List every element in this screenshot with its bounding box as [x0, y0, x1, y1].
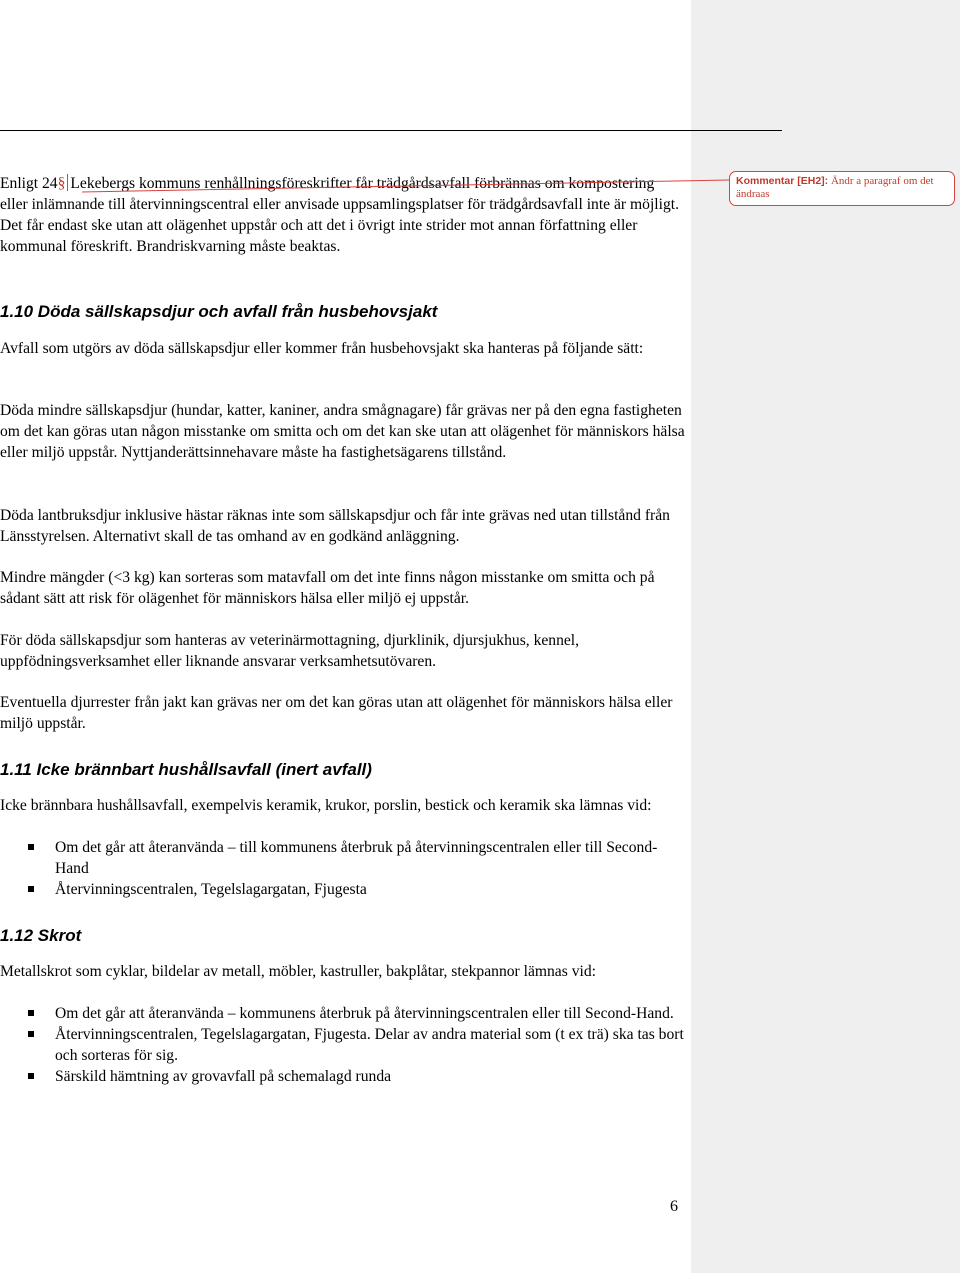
- list-item-text: Återvinningscentralen, Tegelslagargatan, Fjugesta: [55, 881, 367, 898]
- heading-1-12: 1.12 Skrot: [0, 926, 82, 945]
- paragraph: Avfall som utgörs av döda sällskapsdjur eller kommer från husbehovsjakt ska hanteras på följande sätt:: [0, 340, 644, 357]
- intro-start: Enligt 24: [0, 175, 58, 192]
- comment-text: Ändr a paragraf om det ändraas: [736, 175, 934, 200]
- list-item-text: Om det går att återanvända – kommunens återbruk på återvinningscentralen eller till Second-Hand.: [55, 1005, 674, 1022]
- comment-balloon[interactable]: [729, 171, 955, 206]
- paragraph: Eventuella djurrester från jakt kan grävas ner om det kan göras utan att olägenhet för människors hälsa eller miljö uppstår.: [0, 694, 673, 732]
- list-item-text: Särskild hämtning av grovavfall på schemalagd runda: [55, 1068, 392, 1085]
- bullet-icon: [28, 1031, 34, 1037]
- intro-rest: Lekebergs kommuns renhållningsföreskrifter får trädgårdsavfall förbrännas om kompostering eller inlämnande till återvinningscentral eller anvisade uppsamlingsplatser för trädgårdsavfall inte är möjligt. Det får endast ske utan att olägenhet uppstår och att det i övrigt inte strider mot annan författning eller kommunal föreskrift. Brandriskvarning måste beaktas.: [0, 175, 679, 255]
- paragraph: Döda mindre sällskapsdjur (hundar, katter, kaniner, andra smågnagare) får grävas ner på den egna fastigheten om det kan göras utan någon misstanke om smitta och om det kan ske utan att olägenhet för människors hälsa eller miljö uppstår. Nyttjanderättsinnehavare måste ha fastighetsägarens tillstånd.: [0, 402, 685, 461]
- comment-connector: [0, 0, 960, 300]
- list-item: [0, 879, 690, 900]
- list-item: [0, 837, 690, 879]
- bullet-icon: [28, 1010, 34, 1016]
- paragraph: Mindre mängder (<3 kg) kan sorteras som matavfall om det inte finns någon misstanke om smitta och på sådant sätt att risk för olägenhet för människors hälsa eller miljö ej uppstår.: [0, 569, 655, 607]
- bullet-list: [0, 837, 690, 900]
- list-item-text: Återvinningscentralen, Tegelslagargatan, Fjugesta. Delar av andra material som (t ex trä) ska tas bort och sorteras för sig.: [55, 1026, 684, 1064]
- list-item: [0, 1066, 690, 1087]
- comment-author: Kommentar [EH2]:: [736, 175, 829, 187]
- bullet-list: [0, 1003, 690, 1087]
- heading-1-11: 1.11 Icke brännbart hushållsavfall (inert avfall): [0, 760, 372, 779]
- bullet-icon: [28, 886, 34, 892]
- section-sign: §: [57, 175, 66, 192]
- list-item: [0, 1003, 690, 1024]
- paragraph: För döda sällskapsdjur som hanteras av veterinärmottagning, djurklinik, djursjukhus, kennel, uppfödningsverksamhet eller liknande ansvarar verksamhetsutövaren.: [0, 632, 580, 670]
- list-item-text: Om det går att återanvända – till kommunens återbruk på återvinningscentralen eller till Second-Hand: [55, 839, 658, 877]
- paragraph: Icke brännbara hushållsavfall, exempelvis keramik, krukor, porslin, bestick och keramik ska lämnas vid:: [0, 797, 652, 814]
- paragraph: Döda lantbruksdjur inklusive hästar räknas inte som sällskapsdjur och får inte grävas ned utan tillstånd från Länsstyrelsen. Alternativt skall de tas omhand av en godkänd anläggning.: [0, 507, 670, 545]
- heading-1-10: 1.10 Döda sällskapsdjur och avfall från husbehovsjakt: [0, 302, 438, 321]
- page-number: 6: [670, 1198, 678, 1215]
- bullet-icon: [28, 1073, 34, 1079]
- list-item: [0, 1024, 690, 1066]
- bullet-icon: [28, 844, 34, 850]
- paragraph: Metallskrot som cyklar, bildelar av metall, möbler, kastruller, bakplåtar, stekpannor lämnas vid:: [0, 963, 596, 980]
